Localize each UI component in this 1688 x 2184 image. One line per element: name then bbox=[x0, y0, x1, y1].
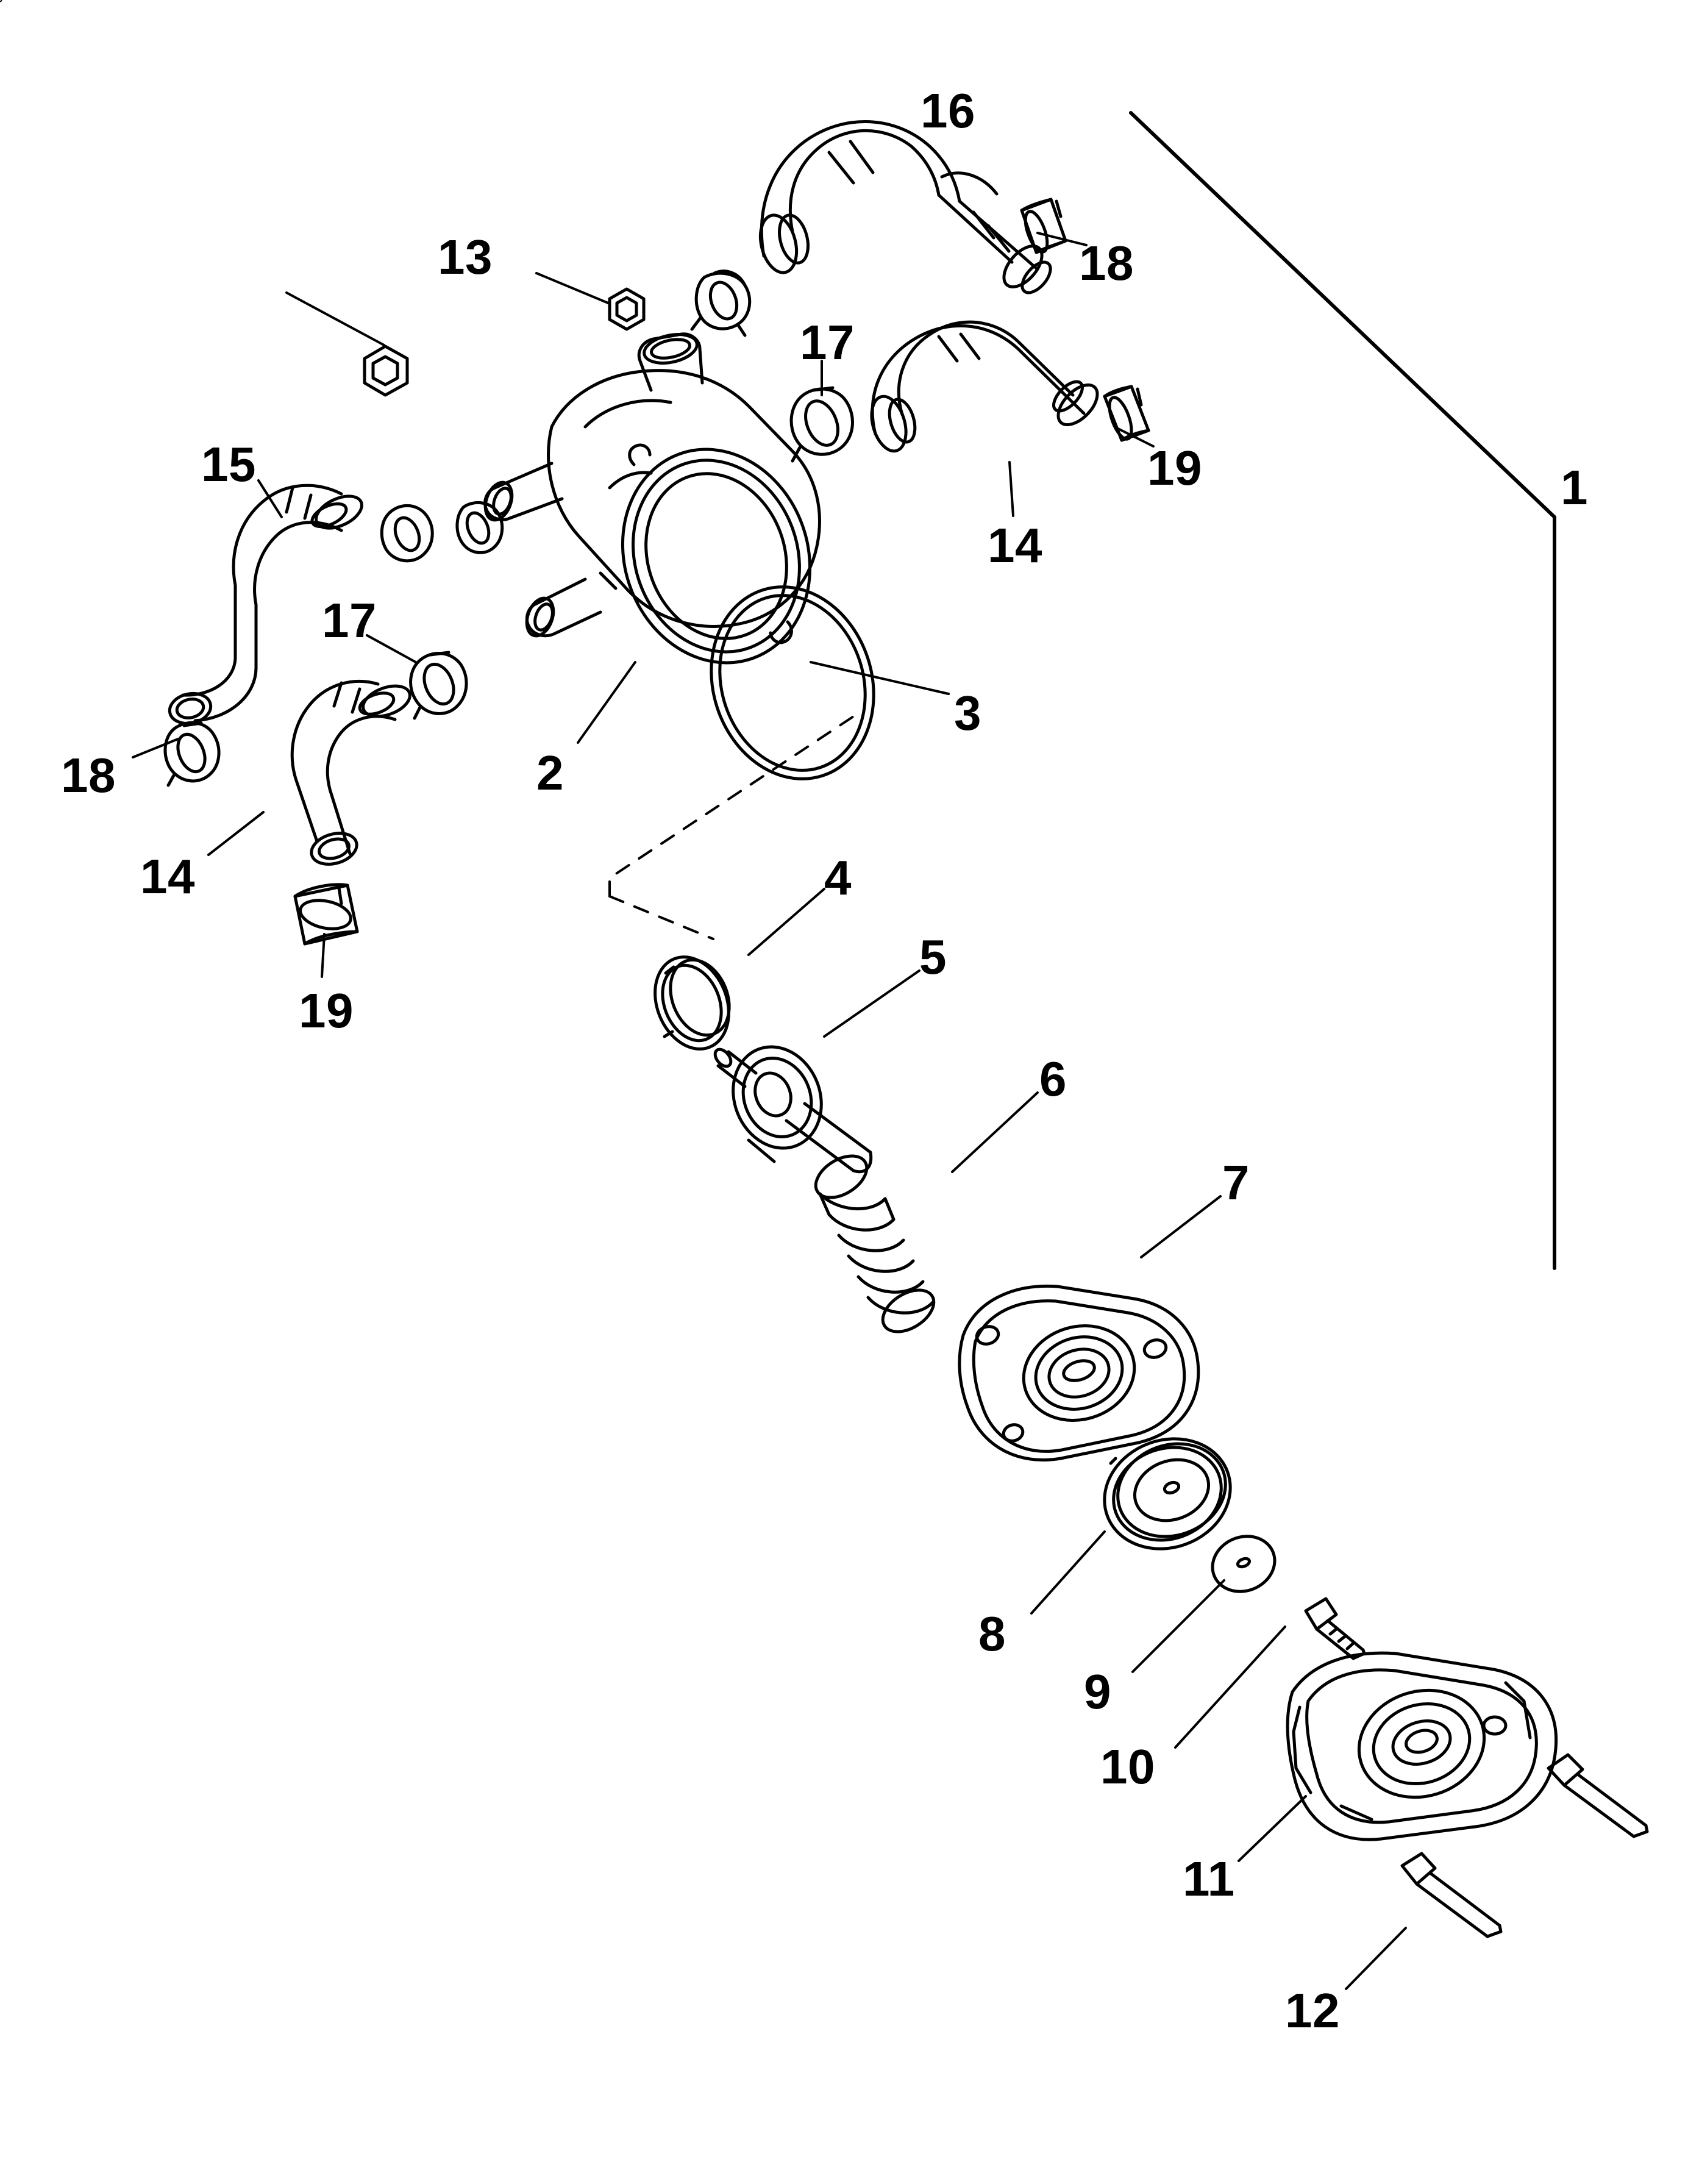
callout-8: 8 bbox=[978, 1607, 1006, 1661]
callout-9: 9 bbox=[1084, 1665, 1111, 1719]
callout-7: 7 bbox=[1222, 1155, 1250, 1210]
callout-17b: 17 bbox=[322, 593, 377, 648]
clamp-small-housing-left bbox=[457, 502, 502, 552]
callout-19: 19 bbox=[1147, 441, 1202, 495]
clamp-small-upper-left bbox=[382, 505, 432, 561]
part-3-dashed-guides bbox=[610, 716, 853, 939]
part-10-screw bbox=[1306, 1599, 1364, 1658]
part-6-spring bbox=[808, 1147, 941, 1340]
callout-12: 12 bbox=[1285, 1983, 1340, 2038]
callout-15: 15 bbox=[201, 437, 256, 491]
callout-16: 16 bbox=[921, 84, 975, 138]
part-14-elbow-lower-left bbox=[0, 0, 414, 869]
part-17-clamp-right-housing bbox=[791, 388, 852, 461]
part-2-housing bbox=[480, 330, 839, 689]
part-19-clamp-lower-left bbox=[295, 885, 357, 944]
part-7-cover-plate bbox=[960, 1286, 1198, 1460]
part-12-bolt-right bbox=[1548, 1755, 1647, 1836]
part-11-end-cap bbox=[1287, 1653, 1556, 1840]
part-16-elbow-hose bbox=[755, 121, 1056, 298]
callout-10: 10 bbox=[1100, 1740, 1155, 1794]
part-12-bolt-left bbox=[1402, 1854, 1501, 1936]
part-18-clamp-lower-left bbox=[165, 723, 219, 785]
callout-17: 17 bbox=[800, 315, 855, 369]
part-17-clamp-left bbox=[411, 652, 466, 718]
leader-lines bbox=[133, 230, 1406, 1989]
part-13-nut-right bbox=[610, 289, 644, 329]
callout-14: 14 bbox=[988, 518, 1042, 573]
callout-18: 18 bbox=[1079, 236, 1134, 290]
part-13-nut-left bbox=[365, 346, 407, 395]
callout-4: 4 bbox=[824, 851, 852, 905]
part-17-clamp-top bbox=[692, 271, 750, 335]
part-5-thermostat bbox=[712, 1033, 871, 1172]
callout-13: 13 bbox=[438, 230, 493, 284]
callout-18b: 18 bbox=[61, 748, 116, 802]
callout-1: 1 bbox=[1561, 460, 1588, 515]
part-14-elbow-right bbox=[866, 322, 1104, 455]
frame-polyline bbox=[1131, 113, 1554, 1268]
callout-2: 2 bbox=[536, 746, 564, 800]
callout-3: 3 bbox=[954, 686, 981, 740]
callout-14b: 14 bbox=[140, 849, 195, 904]
callout-19b: 19 bbox=[299, 983, 354, 1038]
callout-6: 6 bbox=[1039, 1052, 1067, 1106]
callout-5: 5 bbox=[919, 930, 947, 984]
callout-11: 11 bbox=[1183, 1852, 1235, 1906]
part-4-seal-ring bbox=[642, 946, 742, 1060]
